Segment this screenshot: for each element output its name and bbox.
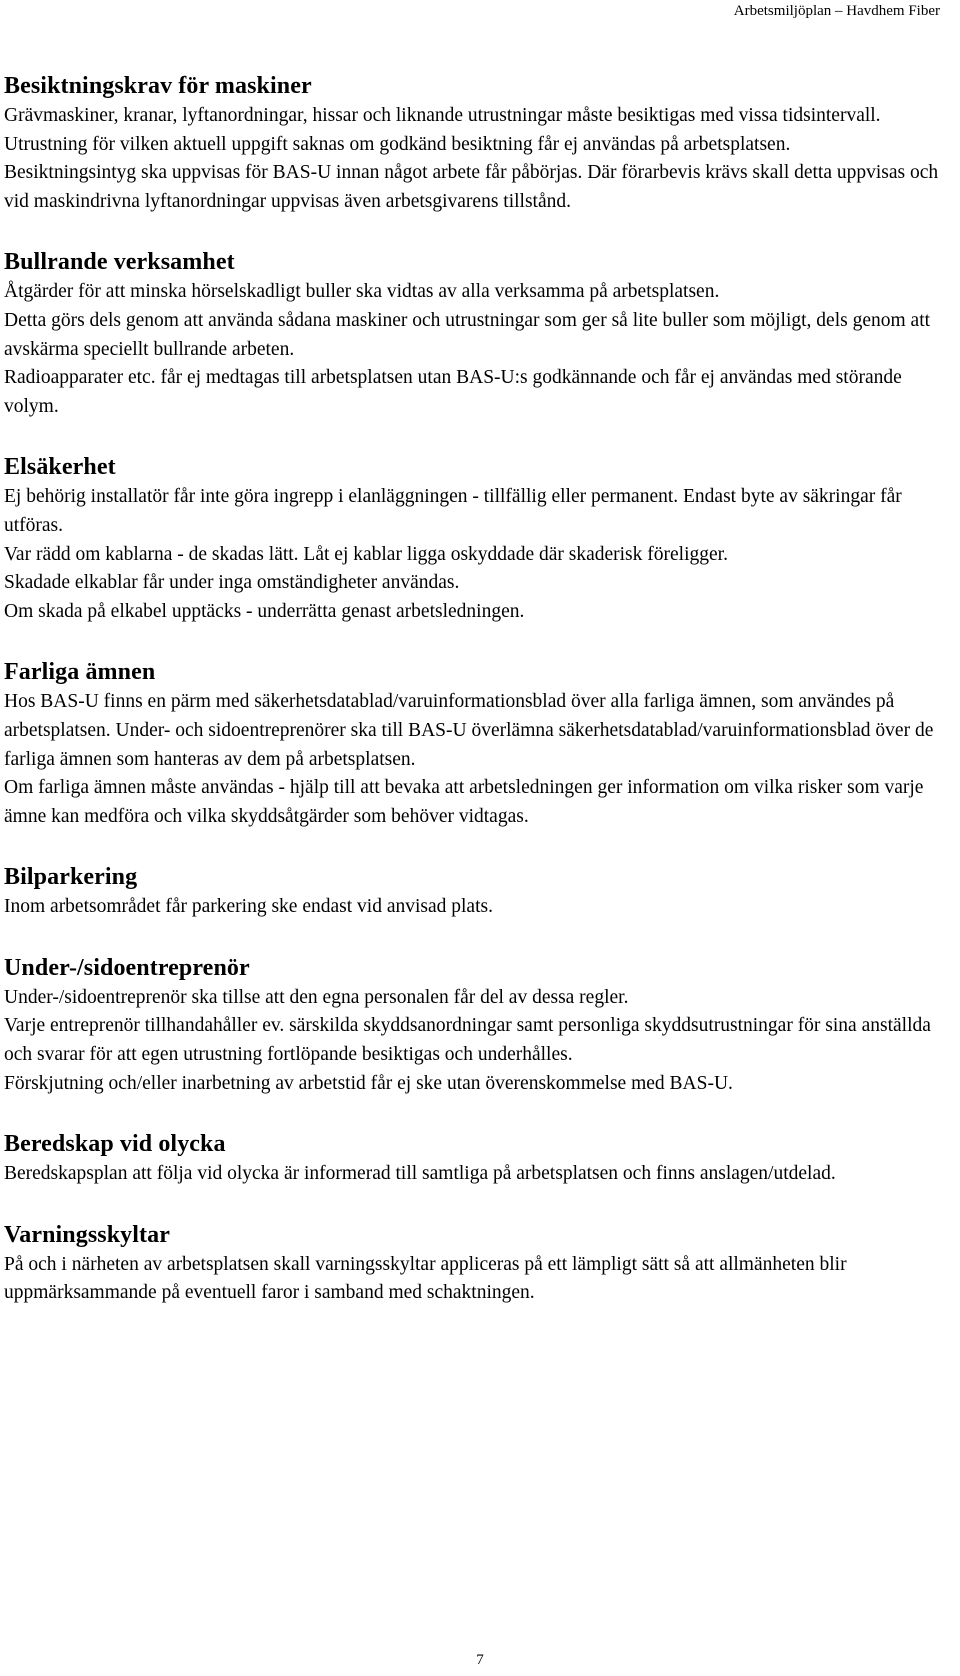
page-number: 7: [476, 1652, 484, 1668]
paragraph: Utrustning för vilken aktuell uppgift saknas om godkänd besiktning får ej användas på arbetsplatsen.: [4, 133, 791, 155]
paragraph: Beredskapsplan att följa vid olycka är informerad till samtliga på arbetsplatsen och finns anslagen/utdelad.: [4, 1163, 836, 1185]
paragraph: Ej behörig installatör får inte göra ingrepp i elanläggningen - tillfällig eller permanent. Endast byte av säkringar får utföras.: [4, 486, 902, 536]
section-heading: Varningsskyltar: [4, 1221, 170, 1248]
paragraph: Inom arbetsområdet får parkering ske endast vid anvisad plats.: [4, 896, 493, 918]
section-elsakerhet: [4, 451, 950, 626]
section-heading: Bullrande verksamhet: [4, 249, 235, 276]
paragraph: Var rädd om kablarna - de skadas lätt. Låt ej kablar ligga oskyddade där skaderisk föreligger.: [4, 543, 728, 565]
section-under-sidoentreprenor: [4, 952, 950, 1098]
section-bullrande-verksamhet: [4, 246, 950, 421]
paragraph: Skadade elkablar får under inga omständigheter användas.: [4, 572, 460, 594]
section-heading: Farliga ämnen: [4, 659, 156, 686]
paragraph: Om skada på elkabel upptäcks - underrätta genast arbetsledningen.: [4, 600, 525, 622]
section-besiktningskrav: [4, 70, 950, 216]
document-body: [4, 70, 950, 1308]
section-bilparkering: [4, 861, 950, 922]
paragraph: Förskjutning och/eller inarbetning av arbetstid får ej ske utan överenskommelse med BAS-U.: [4, 1072, 733, 1094]
section-heading: Elsäkerhet: [4, 454, 116, 481]
paragraph: Besiktningsintyg ska uppvisas för BAS-U innan något arbete får påbörjas. Där förarbevis krävs skall detta uppvisas och vid maskindrivna lyftanordningar uppvisas även arbetsgivarens tillstånd.: [4, 162, 939, 212]
section-beredskap-vid-olycka: [4, 1128, 950, 1189]
paragraph: Om farliga ämnen måste användas - hjälp till att bevaka att arbetsledningen ger information om vilka risker som varje ämne kan medföra och vilka skyddsåtgärder som behöver vidtagas.: [4, 777, 924, 827]
section-farliga-amnen: [4, 656, 950, 831]
paragraph: Under-/sidoentreprenör ska tillse att den egna personalen får del av dessa regler.: [4, 986, 629, 1008]
running-header: Arbetsmiljöplan – Havdhem Fiber: [733, 3, 940, 19]
section-heading: Beredskap vid olycka: [4, 1131, 226, 1158]
paragraph: Åtgärder för att minska hörselskadligt buller ska vidtas av alla verksamma på arbetsplatsen.: [4, 281, 720, 303]
paragraph: Detta görs dels genom att använda sådana maskiner och utrustningar som ger så lite buller som möjligt, dels genom att avskärma speciellt bullrande arbeten.: [4, 309, 931, 360]
section-heading: Under-/sidoentreprenör: [4, 954, 250, 981]
paragraph: På och i närheten av arbetsplatsen skall varningsskyltar appliceras på ett lämpligt sätt så att allmänheten blir uppmärksammande på eventuell faror i samband med schaktningen.: [4, 1253, 847, 1304]
section-heading: Bilparkering: [4, 864, 138, 891]
paragraph: Radioapparater etc. får ej medtagas till arbetsplatsen utan BAS-U:s godkännande och får ej användas med störande volym.: [4, 367, 902, 417]
paragraph: Grävmaskiner, kranar, lyftanordningar, hissar och liknande utrustningar måste besiktigas med vissa tidsintervall.: [4, 105, 881, 126]
section-varningsskyltar: [4, 1219, 950, 1308]
paragraph: Varje entreprenör tillhandahåller ev. särskilda skyddsanordningar samt personliga skyddsutrustningar för sina anställda och svarar för att egen utrustning fortlöpande besiktigas och underhålles.: [4, 1015, 931, 1066]
section-heading: Besiktningskrav för maskiner: [4, 73, 312, 99]
paragraph: Hos BAS-U finns en pärm med säkerhetsdatablad/varuinformationsblad över alla farliga ämnen, som användes på arbetsplatsen. Under- och sidoentreprenörer ska till BAS-U överlämna säkerhetsdatablad/varuinformationsblad över de farliga ämnen som hanteras av dem på arbetsplatsen.: [4, 691, 934, 770]
